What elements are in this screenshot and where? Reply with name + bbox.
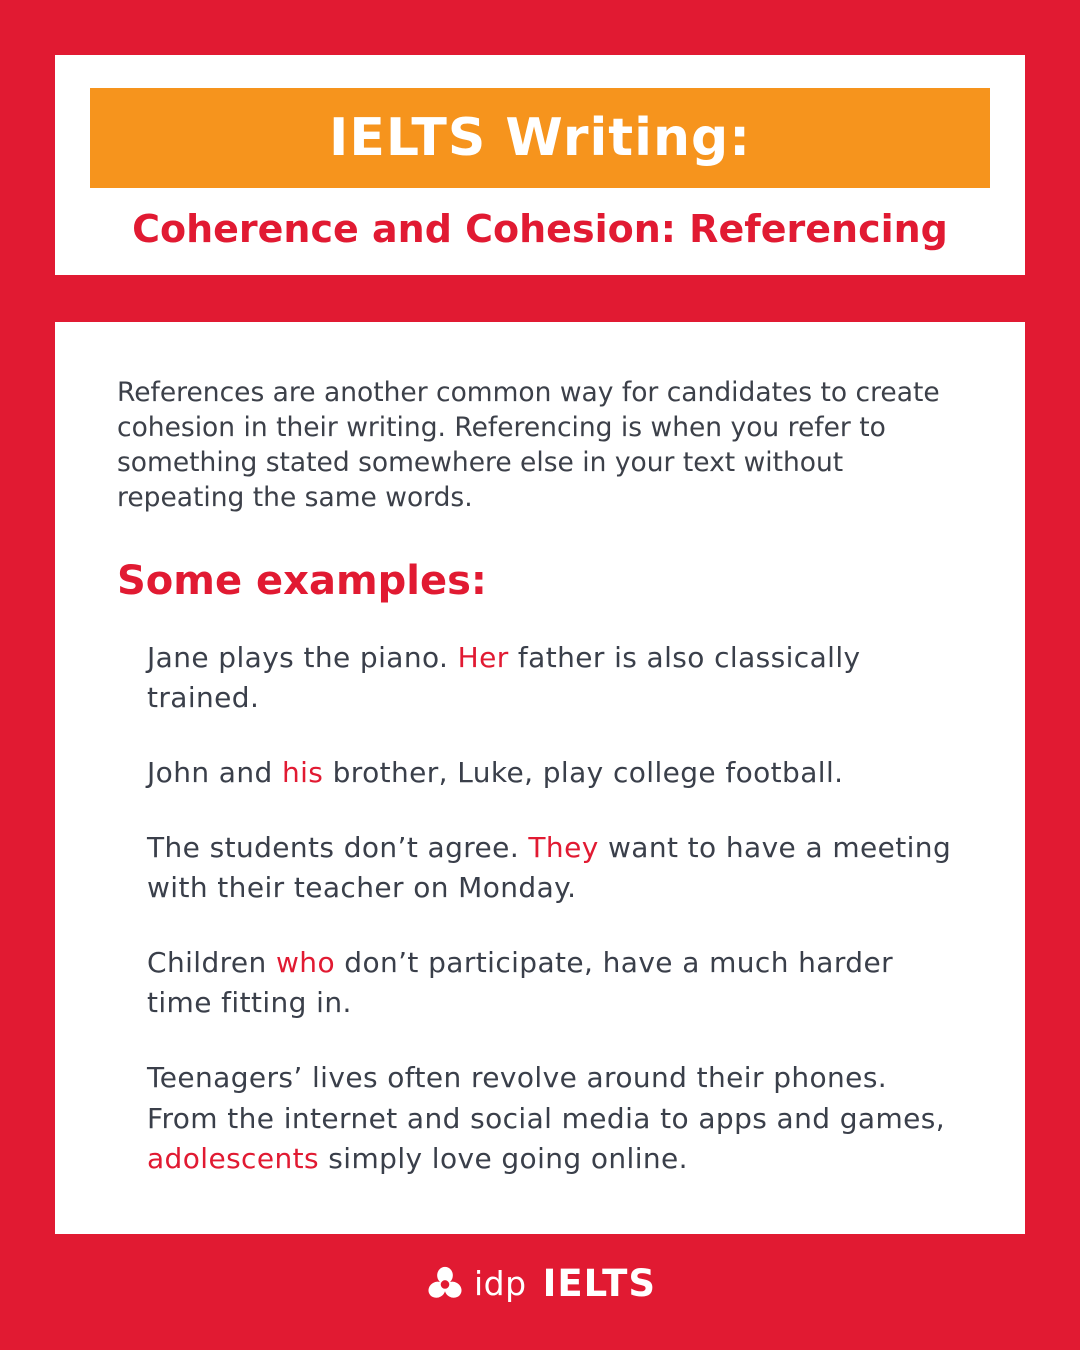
ielts-logo-text: IELTS — [542, 1262, 656, 1305]
intro-paragraph: References are another common way for candidates to create cohesion in their writing. Referencing is when you refer to something stated somewhere else in your text without repeating the same words. — [117, 377, 940, 513]
example-sentence — [147, 753, 965, 794]
reference-word: They — [528, 830, 599, 864]
sentence-text: John and — [147, 756, 282, 790]
idp-logo-icon — [424, 1263, 466, 1305]
page-title: IELTS Writing: — [328, 108, 752, 168]
examples-heading: Some examples: — [117, 557, 487, 604]
page-subtitle: Coherence and Cohesion: Referencing — [132, 207, 948, 251]
idp-logo-text: idp — [474, 1264, 527, 1303]
example-sentence — [147, 1058, 965, 1180]
reference-word: who — [276, 945, 335, 979]
example-sentence — [147, 638, 965, 719]
sentence-text: Teenagers’ lives often revolve around their phones. From the internet and social media to apps and games, — [147, 1061, 946, 1135]
footer-logo — [0, 1262, 1080, 1305]
reference-word: adolescents — [147, 1142, 319, 1176]
content-card — [55, 322, 1025, 1234]
sentence-text: Jane plays the piano. — [147, 640, 458, 674]
sentence-text: simply love going online. — [319, 1142, 688, 1176]
sentence-text: brother, Luke, play college football. — [323, 756, 844, 790]
header-card — [55, 55, 1025, 275]
sentence-text: father is also classically trained. — [147, 640, 861, 715]
sentence-text: don’t participate, have a much harder time fitting in. — [147, 945, 893, 1020]
sentence-text: Children — [147, 945, 276, 979]
sentence-text: want to have a meeting with their teacher on Monday. — [147, 830, 952, 905]
reference-word: Her — [457, 640, 509, 674]
examples-list — [147, 638, 965, 1180]
header-band — [90, 88, 990, 188]
reference-word: his — [281, 756, 324, 790]
example-sentence — [147, 943, 965, 1024]
example-sentence — [147, 828, 965, 909]
sentence-text: The students don’t agree. — [147, 830, 529, 864]
